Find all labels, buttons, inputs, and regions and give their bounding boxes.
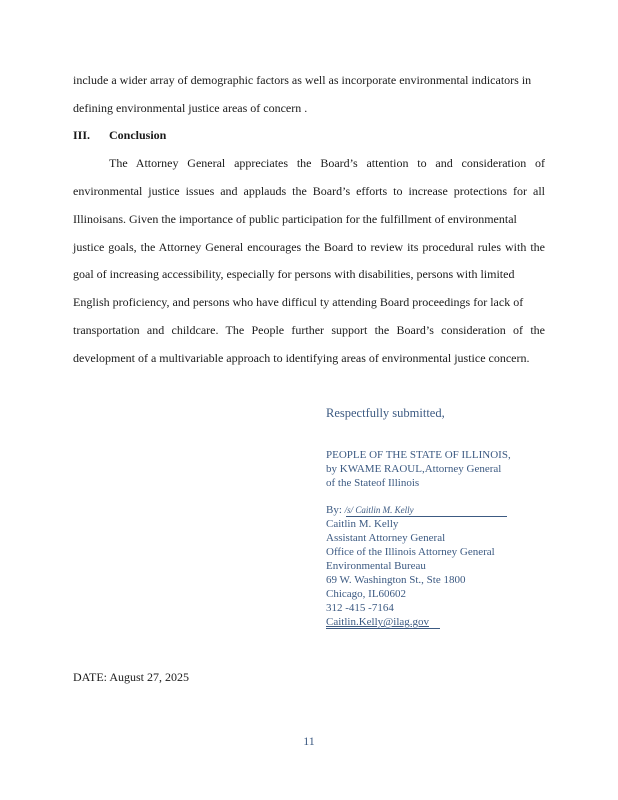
by-label: By: [326, 504, 342, 516]
email-underline [326, 628, 440, 629]
paragraph-line-8: development of a multivariable approach to identifying areas of environmental justice concern. [73, 351, 530, 365]
signer-phone: 312 -415 -7164 [326, 602, 394, 614]
signer-bureau: Environmental Bureau [326, 560, 426, 572]
signer-name: Caitlin M. Kelly [326, 518, 399, 530]
paragraph-line-1: The Attorney General appreciates the Board’s attention to and consideration of [109, 156, 545, 170]
paragraph-line-2: environmental justice issues and applauds the Board’s efforts to increase protections for all [73, 184, 545, 198]
paragraph-line-3: Illinoisans. Given the importance of public participation for the fulfillment of environmental [73, 212, 517, 226]
electronic-signature: /s/ Caitlin M. Kelly [344, 505, 414, 515]
closing: Respectfully submitted, [326, 406, 445, 420]
signer-city: Chicago, IL60602 [326, 588, 407, 600]
party-line-1: PEOPLE OF THE STATE OF ILLINOIS, [326, 449, 511, 461]
section-heading [73, 128, 166, 142]
section-number: III. [73, 128, 91, 142]
signer-email-link[interactable]: Caitlin.Kelly@ilag.gov [326, 616, 430, 628]
paragraph-line-6: English proficiency, and persons who have difficul ty attending Board proceedings for lack of [73, 295, 524, 309]
section-title: Conclusion [109, 128, 167, 142]
party-line-3: of the Stateof Illinois [326, 477, 420, 489]
signer-office: Office of the Illinois Attorney General [326, 546, 495, 558]
body-line-2: defining environmental justice areas of concern . [73, 101, 308, 115]
date-line: DATE: August 27, 2025 [73, 670, 190, 684]
body-line-1 [73, 73, 545, 87]
signature-line [346, 516, 507, 517]
party-line-2: by KWAME RAOUL,Attorney General [326, 463, 502, 475]
body-line-1-text: include a wider array of demographic factors as well as incorporate environmental indicators in [73, 73, 532, 87]
paragraph-line-5: goal of increasing accessibility, especially for persons with disabilities, persons with limited [73, 267, 515, 281]
signer-title: Assistant Attorney General [326, 532, 446, 544]
paragraph-line-7: transportation and childcare. The People further support the Board’s consideration of the [73, 323, 545, 337]
page-number: 11 [303, 734, 315, 748]
paragraph-line-4: justice goals, the Attorney General encourages the Board to review its procedural rules with the [73, 240, 545, 254]
signer-address: 69 W. Washington St., Ste 1800 [326, 574, 466, 586]
